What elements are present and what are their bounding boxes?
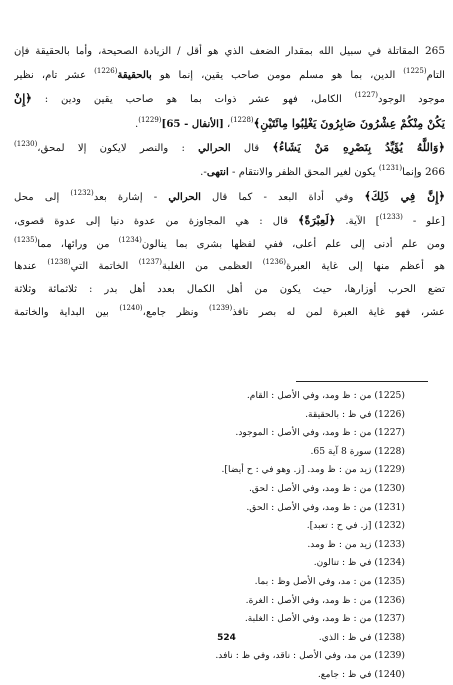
- footnote-number: (1231): [374, 501, 405, 513]
- footnote-ref: (1236): [262, 258, 287, 267]
- footnote: [105, 406, 405, 425]
- footnote: [105, 443, 405, 462]
- text-line: [علو - $^{(1233)}$] الآية. ﴿لَعِبْرَةً﴾ قال : هي المجاوزة من عدوة دنيا إلى عدوة قصوى،: [14, 213, 445, 228]
- footnote: [105, 666, 405, 685]
- footnote-text: في ظ : بالحقيقة.: [305, 408, 372, 420]
- line-number: 265: [424, 45, 445, 57]
- footnote-text: من : ظ ومد، وفي الأصل : الغلبة.: [244, 613, 372, 625]
- footnote-number: (1229): [374, 464, 405, 476]
- footnote: [105, 424, 405, 443]
- text-line: ومن علم أدنى إلى علم أعلى، ففي لفظها بشرى بما ينالون$^{(1234)}$ من ورائها، مما$^{(1235)}$: [14, 235, 445, 250]
- footnote-text: [ز. في ح : تعبد].: [306, 520, 372, 532]
- footnote-text: زيد من : ظ ومد. [ز. وهو في : ح أيضا].: [221, 464, 372, 476]
- footnote-text: سورة 8 آية 65.: [310, 445, 372, 457]
- footnote-ref: (1238): [47, 258, 71, 267]
- footnote-ref: (1239): [208, 303, 233, 312]
- footnote-number: (1226): [374, 408, 405, 420]
- footnote-ref: (1231): [378, 163, 403, 172]
- page-number: 524: [217, 633, 236, 643]
- quran-quote: ﴿إِنَّ فِي ذَلِكَ﴾: [364, 188, 445, 203]
- footnote-ref: (1230): [14, 140, 38, 149]
- footnote: [105, 647, 405, 666]
- footnote-ref: (1229): [138, 115, 162, 124]
- footnote: [105, 573, 405, 592]
- surah-reference: [الأنفال - 65]: [161, 117, 224, 130]
- footnote-separator: [296, 381, 428, 382]
- footnote-number: (1228): [374, 445, 405, 457]
- footnote-text: من : مد، وفي الأصل وظ : بما.: [254, 575, 372, 587]
- footnote-number: (1238): [374, 631, 405, 643]
- quran-quote: ﴿وَاللَّهُ يُؤَيِّدُ بِنَصْرِهِ مَنْ يَشَاءُ﴾: [272, 140, 445, 155]
- footnote-ref: (1233): [379, 213, 403, 222]
- footnote: [105, 480, 405, 499]
- footnote-number: (1225): [374, 390, 405, 401]
- text-line: ﴿إِنَّ فِي ذَلِكَ﴾ وفي أداة البعد - كما قال الحرالي - إشارة بعد$^{(1232)}$ إلى محل: [14, 188, 445, 203]
- footnote-ref: (1227): [354, 91, 379, 100]
- text-line: ﴿وَاللَّهُ يُؤَيِّدُ بِنَصْرِهِ مَنْ يَشَاءُ﴾ قال الحرالي : والنصر لايكون إلا لمحق،$^{(1230)}$: [14, 140, 445, 155]
- footnote-number: (1227): [374, 427, 405, 439]
- text-line: 266 وإنما$^{(1231)}$ يكون لغير المحق الظفر والانتقام - انتهى-.: [200, 163, 445, 178]
- footnote-number: (1237): [374, 613, 405, 625]
- footnote-text: في ظ : تنالون.: [313, 557, 372, 569]
- footnote-number: (1235): [374, 575, 405, 587]
- footnote-number: (1239): [374, 650, 405, 662]
- footnote: [105, 554, 405, 573]
- author-name: الحرالي: [198, 142, 231, 155]
- text-line: التام$^{(1225)}$ الدين، بما هو مسلم مومن صاحب يقين، إنما هو بالحقيقة$^{(1226)}$ عشر تام، نظير: [14, 66, 445, 81]
- footnote-ref: (1237): [138, 258, 163, 267]
- quran-quote: ﴿إِنْ: [14, 91, 32, 106]
- footnote-number: (1240): [374, 668, 405, 680]
- footnote-text: في ظ : جامع.: [317, 668, 372, 680]
- footnote: [105, 461, 405, 480]
- quran-quote: ﴿لَعِبْرَةً﴾: [298, 213, 336, 228]
- line-number: 266: [424, 165, 445, 178]
- text-line: موجود الوجود$^{(1227)}$ الكامل، فهو عشر ذوات بما هو صاحب يقين ودين : ﴿إِنْ: [14, 91, 445, 106]
- footnote-text: من : ظ ومد، وفي الأصل : القام.: [246, 390, 372, 401]
- footnote-text: من مد، وفي الأصل : ناقد، وفي ظ : نافد.: [215, 650, 372, 662]
- author-name: الحرالي: [168, 190, 201, 203]
- text-line: هو أعظم منها إلى غاية العبرة$^{(1236)}$ العظمى من الغلبة$^{(1237)}$ الخاتمة التي$^{(1238)}$ عندها: [14, 258, 445, 273]
- footnote-number: (1232): [374, 520, 405, 532]
- footnote-text: في ظ : الذي.: [318, 631, 372, 643]
- footnote-text: زيد من : ظ ومد.: [307, 538, 372, 550]
- footnote-number: (1236): [374, 594, 405, 606]
- footnote-number: (1233): [374, 538, 405, 550]
- footnote-ref: (1234): [118, 235, 142, 244]
- footnote: [105, 610, 405, 629]
- footnote-ref: (1232): [70, 188, 94, 197]
- text-line: 265 المقاتلة في سبيل الله بمقدار الضعف الذي هو أقل / الزيادة الصحيحة، وأما بالحقيقة فإن: [14, 45, 445, 57]
- footnote: [105, 499, 405, 518]
- footnote: [105, 517, 405, 536]
- footnote-text: من : ظ ومد، وفي الأصل : الموجود.: [235, 427, 372, 439]
- footnote: [105, 592, 405, 611]
- footnote: [105, 387, 405, 406]
- footnote-ref: (1235): [14, 235, 38, 244]
- text-line: تضع الحرب أوزارها، حيث يكون من أهل الكمال بعدد أهل بدر : ثلاثمائة وثلاثة: [14, 283, 445, 295]
- footnote-text: من : ظ ومد، وفي الأصل : الحق.: [246, 501, 372, 513]
- footnote-ref: (1228): [230, 115, 254, 124]
- footnote-ref: (1225): [403, 66, 427, 75]
- footnote-ref: (1226): [94, 66, 118, 75]
- footnote-text: من : ظ ومد، وفي الأصل : الغرة.: [245, 594, 372, 606]
- footnote-ref: (1240): [119, 303, 143, 312]
- footnote-number: (1230): [374, 482, 405, 494]
- text-line: عشر، فهو غاية العبرة لمن له بصر نافذ$^{(1239)}$ ونظر جامع،$^{(1240)}$ بين البداية والخاتمة: [14, 303, 445, 318]
- text-line: يَكُنْ مِنْكُمْ عِشْرُونَ صَابِرُونَ يَغْلِبُوا مِائَتَيْنِ﴾$^{(1228)}$، [الأنفال - 65]$^{(1229)}$.: [134, 115, 445, 130]
- footnote-text: من : ظ ومد، وفي الأصل : لحق.: [248, 482, 372, 494]
- quran-quote: يَكُنْ مِنْكُمْ عِشْرُونَ صَابِرُونَ يَغْلِبُوا مِائَتَيْنِ﴾: [253, 115, 445, 130]
- main-text: [14, 40, 445, 324]
- footnote-number: (1234): [374, 557, 405, 569]
- footnote: [105, 536, 405, 555]
